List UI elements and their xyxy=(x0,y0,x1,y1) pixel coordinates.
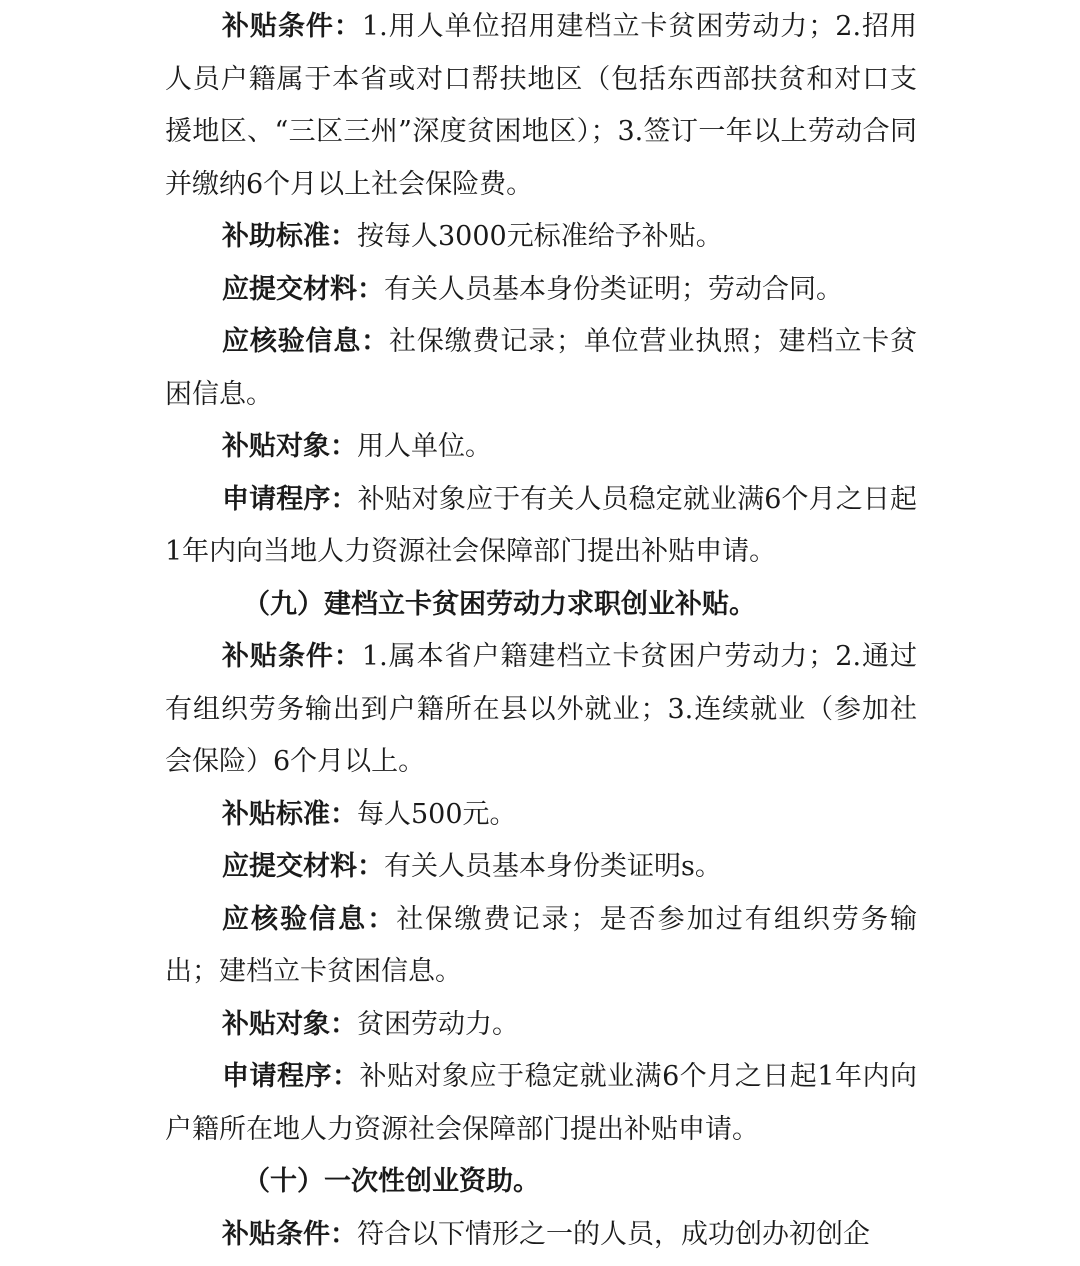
paragraph-text: 有关人员基本身份类证明；劳动合同。 xyxy=(384,273,843,305)
paragraph-text: 社保缴费记录；单位营业执照；建档立卡贫困信息。 xyxy=(165,326,917,410)
paragraph-text: 1.属本省户籍建档立卡贫困户劳动力；2.通过有组织劳务输出到户籍所在县以外就业；3.连续就业（参加社会保险）6个月以上。 xyxy=(165,641,917,777)
paragraph-text: 补贴对象应于有关人员稳定就业满6个月之日起1年内向当地人力资源社会保障部门提出补贴申请。 xyxy=(165,483,917,567)
paragraph-label: 申请程序： xyxy=(222,1061,360,1092)
paragraph-job-materials xyxy=(165,841,917,894)
paragraph-hire-conditions xyxy=(165,1,917,211)
section-heading-9: （九）建档立卡贫困劳动力求职创业补贴。 xyxy=(243,588,756,620)
paragraph-job-verification xyxy=(165,894,917,999)
paragraph-verification xyxy=(165,316,917,421)
paragraph-procedure xyxy=(165,474,917,579)
paragraph-text: 补贴对象应于稳定就业满6个月之日起1年内向户籍所在地人力资源社会保障部门提出补贴申请。 xyxy=(165,1061,917,1145)
paragraph-label: 应核验信息： xyxy=(222,903,397,935)
paragraph-label: 补贴对象： xyxy=(222,431,357,462)
paragraph-subsidy-standard xyxy=(165,211,917,264)
paragraph-job-standard xyxy=(165,789,917,842)
paragraph-text: 按每人3000元标准给予补贴。 xyxy=(357,221,723,252)
paragraph-label: 补贴对象： xyxy=(222,1008,357,1040)
paragraph-job-target xyxy=(165,999,917,1052)
paragraph-label: 补贴条件： xyxy=(222,641,362,672)
paragraph-text: 符合以下情形之一的人员，成功创办初创企 xyxy=(357,1218,870,1250)
paragraph-startup-conditions xyxy=(165,1209,917,1262)
paragraph-label: 补助标准： xyxy=(222,221,357,252)
paragraph-text: 有关人员基本身份类证明s。 xyxy=(384,851,722,882)
paragraph-text: 贫困劳动力。 xyxy=(357,1008,519,1040)
paragraph-job-procedure xyxy=(165,1051,917,1156)
paragraph-text: 每人500元。 xyxy=(357,798,517,830)
paragraph-text: 1.用人单位招用建档立卡贫困劳动力；2.招用人员户籍属于本省或对口帮扶地区（包括东西部扶贫和对口支援地区、“三区三州”深度贫困地区）；3.签订一年以上劳动合同并缴纳6个月以上社会保险费。 xyxy=(165,11,917,200)
paragraph-materials xyxy=(165,264,917,317)
paragraph-label: 应核验信息： xyxy=(222,326,389,357)
document-page xyxy=(165,0,917,1261)
section-heading-10: （十）一次性创业资助。 xyxy=(243,1166,540,1197)
paragraph-label: 申请程序： xyxy=(222,483,358,515)
paragraph-label: 应提交材料： xyxy=(222,273,384,305)
paragraph-label: 补贴条件： xyxy=(222,11,362,42)
paragraph-text: 社保缴费记录；是否参加过有组织劳务输出；建档立卡贫困信息。 xyxy=(165,903,918,987)
paragraph-text: 用人单位。 xyxy=(357,431,492,462)
paragraph-label: 补贴条件： xyxy=(222,1218,357,1250)
paragraph-target xyxy=(165,421,917,474)
paragraph-label: 补贴标准： xyxy=(222,798,357,830)
paragraph-label: 应提交材料： xyxy=(222,851,384,882)
paragraph-job-conditions xyxy=(165,631,917,789)
